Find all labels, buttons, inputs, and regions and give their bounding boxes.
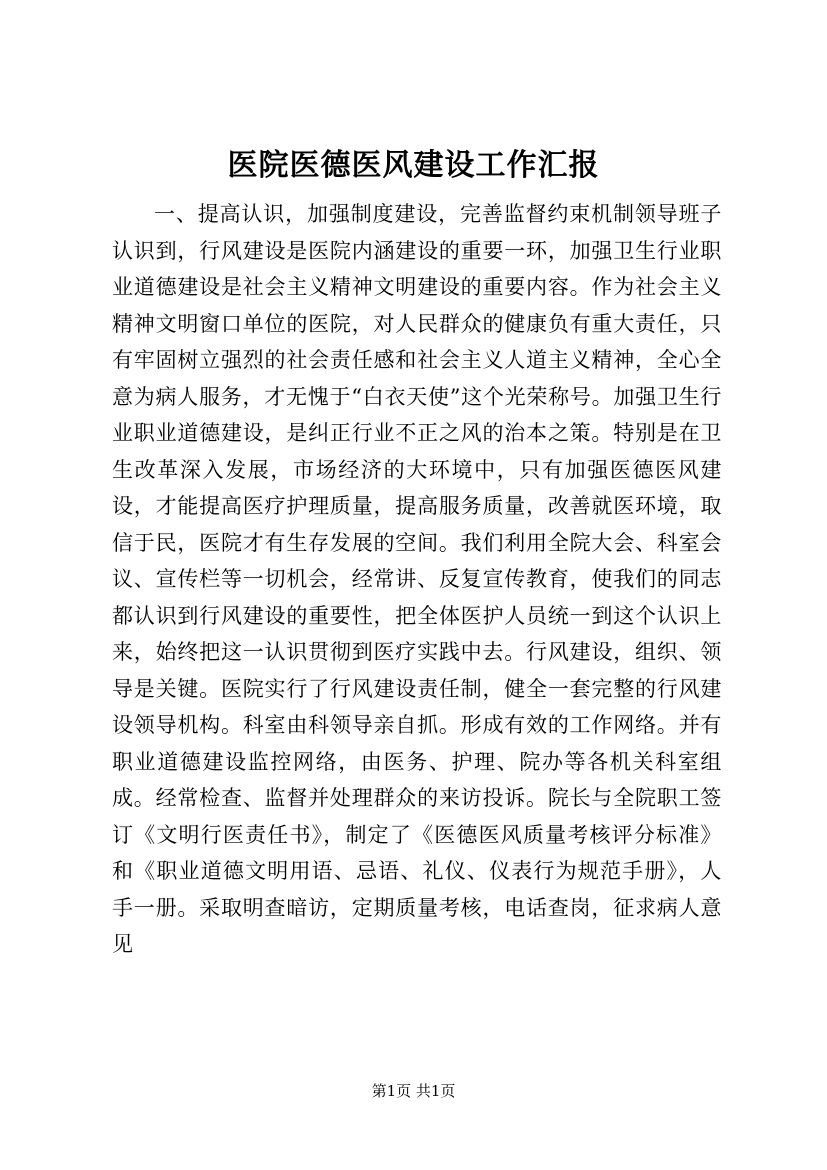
page-footer: 第1页 共1页 [371, 1082, 456, 1100]
document-title: 医院医德医风建设工作汇报 [227, 148, 600, 183]
body-paragraph: 一、提高认识，加强制度建设，完善监督约束机制领导班子认识到，行风建设是医院内涵建设的重要一环，加强卫生行业职业道德建设是社会主义精神文明建设的重要内容。作为社会主义精神文明窗口单位的医院，对人民群众的健康负有重大责任，只有牢固树立强烈的社会责任感和社会主义人道主义精神，全心全意为病人服务，才无愧于“白衣天使”这个光荣称号。加强卫生行业职业道德建设，是纠正行业不正之风的治本之策。特别是在卫生改革深入发展，市场经济的大环境中，只有加强医德医风建设，才能提高医疗护理质量，提高服务质量，改善就医环境，取信于民，医院才有生存发展的空间。我们利用全院大会、科室会议、宣传栏等一切机会，经常讲、反复宣传教育，使我们的同志都认识到行风建设的重要性，把全体医护人员统一到这个认识上来，始终把这一认识贯彻到医疗实践中去。行风建设，组织、领导是关键。医院实行了行风建设责任制，健全一套完整的行风建设领导机构。科室由科领导亲自抓。形成有效的工作网络。并有职业道德建设监控网络，由医务、护理、院办等各机关科室组成。经常检查、监督并处理群众的来访投诉。院长与全院职工签订《文明行医责任书》，制定了《医德医风质量考核评分标准》和《职业道德文明用语、忌语、礼仪、仪表行为规范手册》，人手一册。采取明查暗访，定期质量考核，电话查岗，征求病人意见 [112, 202, 722, 956]
